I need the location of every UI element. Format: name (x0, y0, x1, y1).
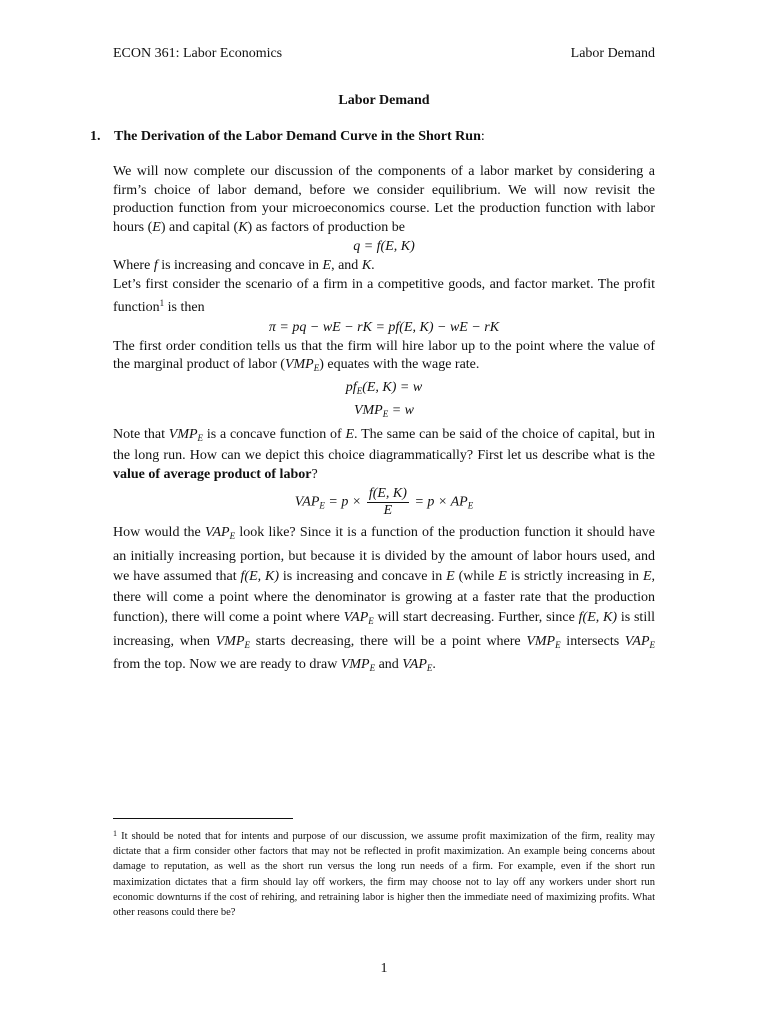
footnote-divider (113, 818, 293, 819)
paragraph-first-order: The first order condition tells us that the firm will hire labor up to the point where the value of the marginal product of labor $(VMP_E)$ equates with the wage rate. (113, 338, 655, 373)
paragraph-vap-shape: How would the $VAP_E$ look like? Since it is a function of the production function it should have an initially increasing portion, but because it is divided by the amount of labor hours used, and we have assumed that f(E, K) is increasing and concave in E (while E is strictly increasing in E, there will come a point where the denominator is growing at a faster rate that the production function), there will come a point where $VAP_E$ will start decreasing. Further, since f(E, K) is still increasing, when $VMP_E$ starts decreasing, there will be a point where $VMP_E$ intersects $VAP_E$ from the top. Now we are ready to draw $VMP_E$ and $VAP_E$. (113, 525, 655, 673)
section-number: 1. (90, 129, 101, 144)
equation-production-function: q = f(E, K) (353, 239, 415, 254)
page-title: Labor Demand (338, 93, 430, 108)
bold-term: value of average product of labor (113, 466, 312, 482)
paragraph-where: Where f is increasing and concave in E, and K. (113, 258, 375, 273)
equation-foc: $pf_E(E$, K) = w (345, 379, 423, 396)
footnote-marker: 1 (113, 829, 117, 838)
section-title: The Derivation of the Labor Demand Curve in the Short Run (114, 129, 481, 144)
paragraph-intro: We will now complete our discussion of the components of a labor market by considering a firm’s choice of labor demand, before we consider equilibrium. We will now revisit the production function from your microeconomics course. Let the production function with labor hours (E) and capital (K) as factors of production be (113, 164, 655, 235)
header-topic: Labor Demand (570, 46, 655, 61)
equation-vmp: $VMP_E = w$ (353, 402, 415, 419)
footnote-ref: 1 (159, 298, 165, 308)
equation-profit: π = pq − wE − rK = pf(E, K) − wE − rK (268, 319, 500, 335)
paragraph-profit: Let’s first consider the scenario of a firm in a competitive goods, and factor market. The profit function$^1$ is then (113, 276, 655, 315)
paragraph-concave: Note that $VMP_E$ is a concave function of E. The same can be said of the choice of capital, but in the long run. How can we depict this choice diagrammatically? First let us describe what is the value of average product of labor? (113, 426, 655, 482)
page-number: 1 (380, 961, 388, 976)
header-course: ECON 361: Labor Economics (113, 46, 283, 61)
main-text (113, 163, 655, 679)
section-heading: 1. The Derivation of the Labor Demand Curve in the Short Run: (90, 129, 485, 144)
footnote: $^1$ It should be noted that for intents and purpose of our discussion, we assume profit maximization of the firm, reality may dictate that a firm consider other factors that may not be reflected in profit maximization. An example being concerns about damage to reputation, as well as the short run versus the long run needs of a firm. For example, even if the short run maximization dictates that a firm should lay off workers, the firm may choose not to lay off any workers under short run economic downturns if the cost of rehiring, and retraining labor is higher then the immediate need of maximizing profits. What other reasons could there be? (113, 829, 655, 919)
fraction: $\frac{f(E, K)}{E}$ (368, 486, 407, 518)
equation-vap: $VAP_E = p$ × $\frac{f(E, K)}{E}$ = $p \times AP_E$ (294, 486, 474, 518)
